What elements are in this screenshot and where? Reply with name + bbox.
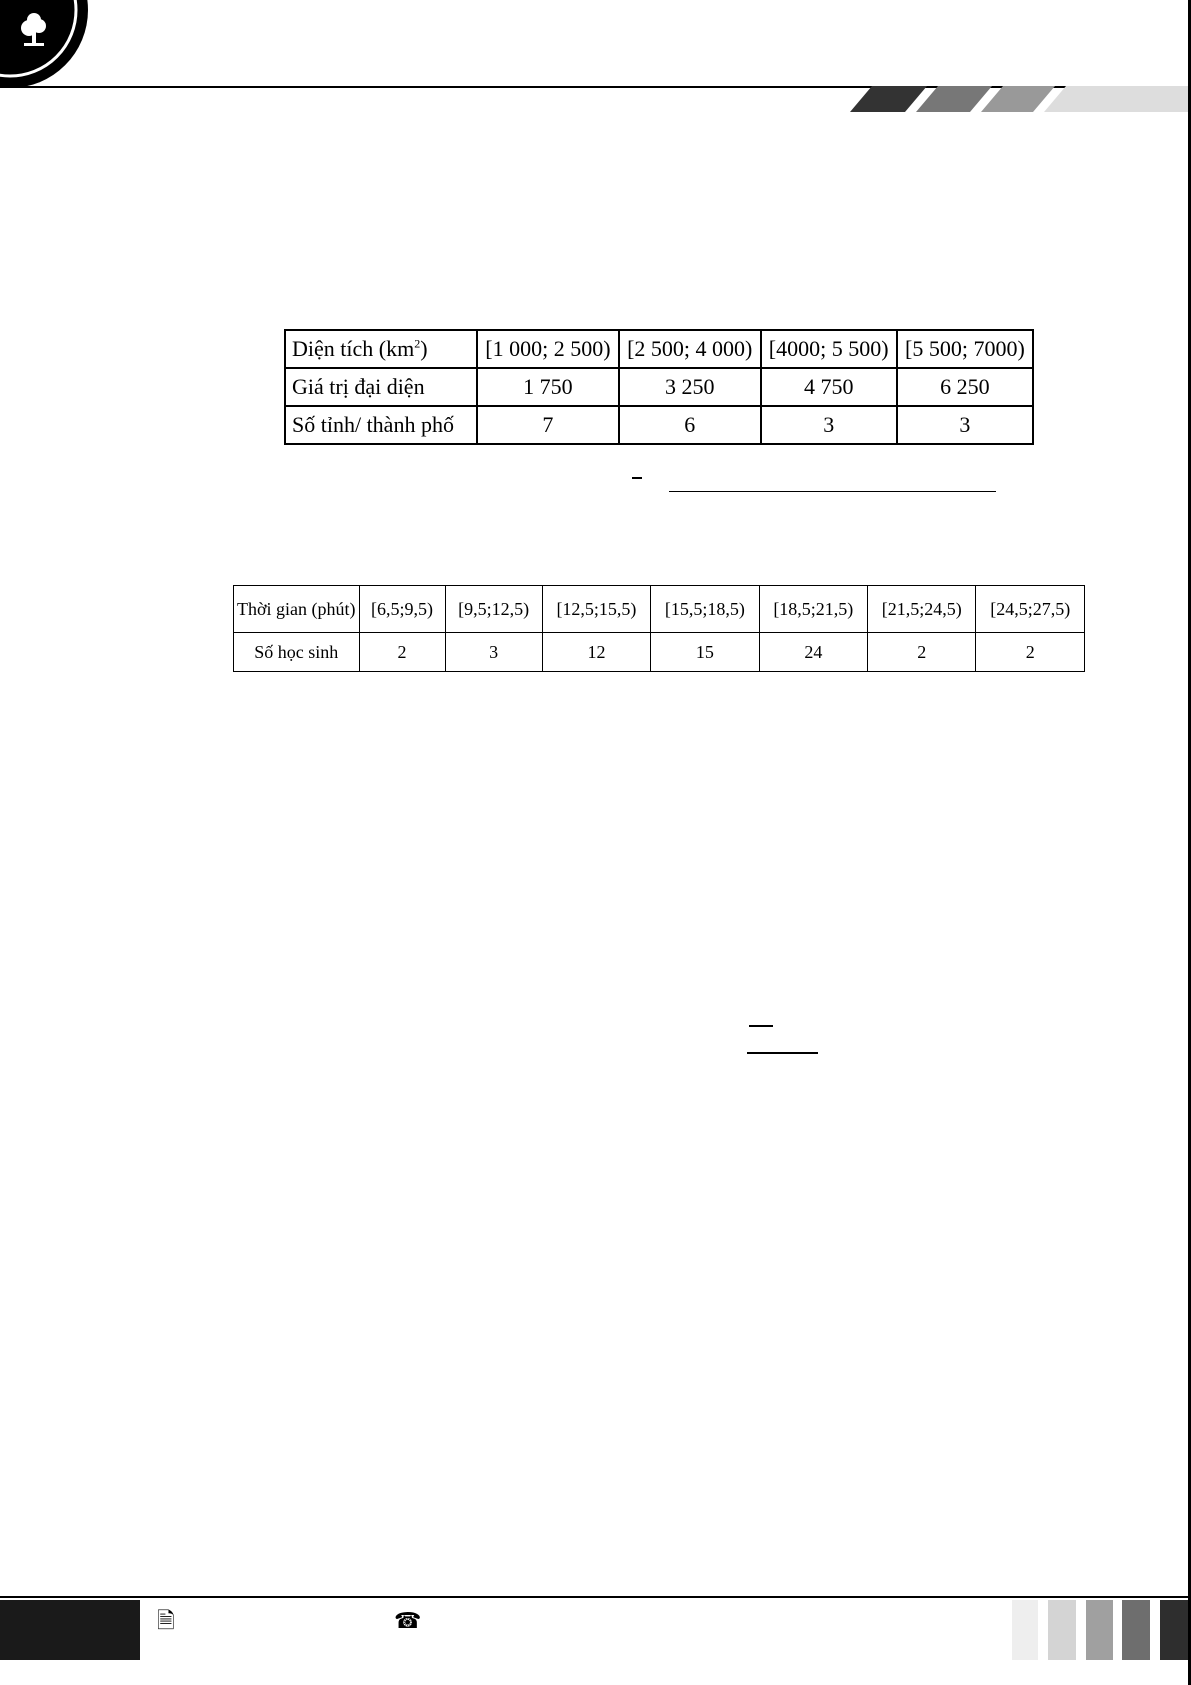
footer-bar-2 (1048, 1600, 1076, 1660)
table-cell: [2 500; 4 000) (619, 330, 761, 368)
footer-bar-4 (1122, 1600, 1150, 1660)
table-cell: [1 000; 2 500) (477, 330, 619, 368)
area-frequency-table (284, 329, 1034, 445)
table-cell: [21,5;24,5) (868, 586, 976, 633)
table-cell: 6 250 (897, 368, 1033, 406)
table-row (234, 633, 1085, 672)
underline-rule (669, 491, 996, 492)
table-cell: 4 750 (761, 368, 897, 406)
footer-block (0, 1600, 140, 1660)
table-cell: 2 (976, 633, 1085, 672)
table-cell: 3 (897, 406, 1033, 444)
dash-mark (632, 477, 642, 479)
table-row (234, 586, 1085, 633)
table-cell: [5 500; 7000) (897, 330, 1033, 368)
document-icon: 🗎 (157, 1609, 175, 1634)
publisher-logo (0, 0, 90, 90)
footer-bar-3 (1086, 1600, 1113, 1660)
table-cell: 3 250 (619, 368, 761, 406)
table-cell: 1 750 (477, 368, 619, 406)
footer-bar-1 (1012, 1600, 1038, 1660)
table-cell: [24,5;27,5) (976, 586, 1085, 633)
footer-rule (0, 1596, 1191, 1598)
fraction-bar-short (749, 1025, 773, 1027)
table-cell: 15 (651, 633, 759, 672)
table-cell: 12 (542, 633, 650, 672)
table-cell: [15,5;18,5) (651, 586, 759, 633)
table-cell: [9,5;12,5) (445, 586, 542, 633)
table-cell: 7 (477, 406, 619, 444)
row-header: Số tỉnh/ thành phố (285, 406, 477, 444)
table-cell: 6 (619, 406, 761, 444)
row-header: Giá trị đại diện (285, 368, 477, 406)
table-cell: [4000; 5 500) (761, 330, 897, 368)
header-stripes (850, 86, 1191, 112)
phone-icon: ☎ (394, 1609, 422, 1634)
table-cell: 3 (445, 633, 542, 672)
table-cell: [18,5;21,5) (759, 586, 867, 633)
table-cell: 3 (761, 406, 897, 444)
table-cell: 2 (359, 633, 445, 672)
table-cell: 24 (759, 633, 867, 672)
table-row (285, 406, 1033, 444)
row-header: Diện tích $(km^2)$ (285, 330, 477, 368)
row-header: Thời gian (phút) (234, 586, 360, 633)
table-cell: [6,5;9,5) (359, 586, 445, 633)
time-frequency-table (233, 585, 1085, 672)
fraction-bar-long (747, 1052, 818, 1054)
row-header: Số học sinh (234, 633, 360, 672)
footer-bar-5 (1160, 1600, 1188, 1660)
table-cell: 2 (868, 633, 976, 672)
table-row (285, 368, 1033, 406)
table-row (285, 330, 1033, 368)
table-cell: [12,5;15,5) (542, 586, 650, 633)
